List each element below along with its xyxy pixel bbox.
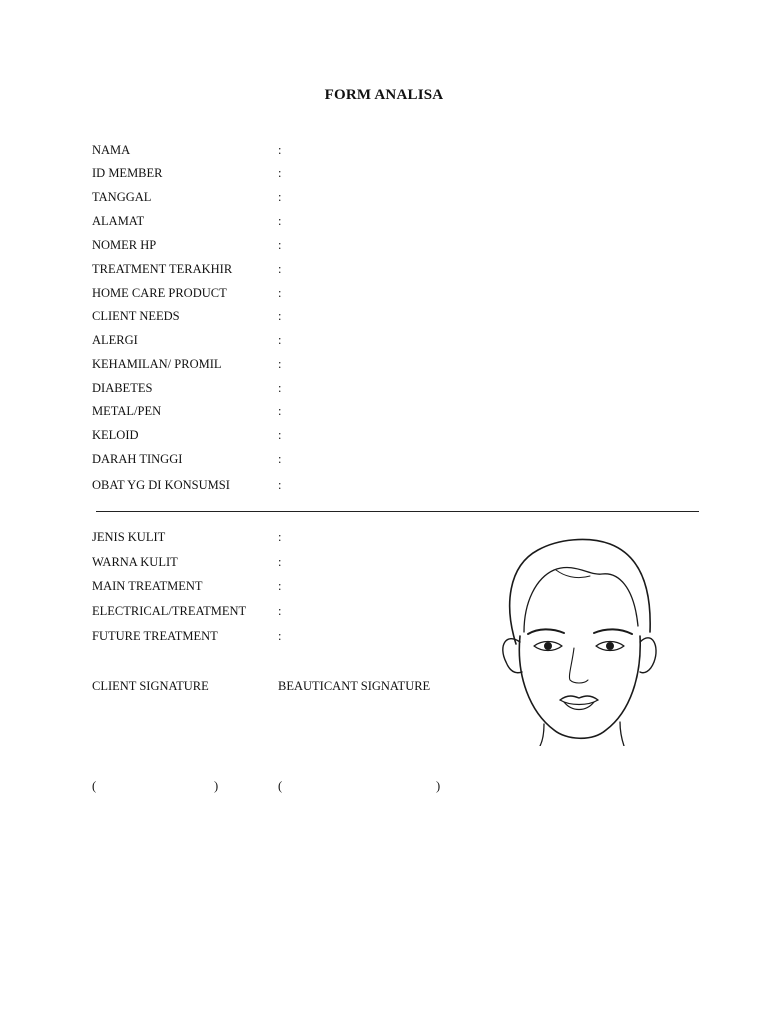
field-label: KEHAMILAN/ PROMIL [92,357,222,371]
field-colon: : [278,478,282,492]
field-colon: : [278,357,282,371]
field-colon: : [278,333,282,347]
field-label: NOMER HP [92,238,157,252]
field-colon: : [278,452,282,466]
field-label: ID MEMBER [92,166,163,180]
field-label: KELOID [92,428,139,442]
field-label: NAMA [92,143,131,157]
field-colon: : [278,214,282,228]
field-colon: : [278,238,282,252]
field-label: DARAH TINGGI [92,452,183,466]
field-label: OBAT YG DI KONSUMSI [92,478,230,492]
field-colon: : [278,579,282,593]
client-signature-close-paren: ) [214,779,219,793]
field-label: JENIS KULIT [92,530,166,544]
field-colon: : [278,262,282,276]
field-colon: : [278,143,282,157]
field-colon: : [278,166,282,180]
field-label: METAL/PEN [92,404,162,418]
field-label: HOME CARE PRODUCT [92,286,227,300]
field-label: FUTURE TREATMENT [92,629,218,643]
field-label: ELECTRICAL/TREATMENT [92,604,247,618]
field-colon: : [278,309,282,323]
field-label: DIABETES [92,381,153,395]
form-title: FORM ANALISA [324,87,444,103]
field-label: WARNA KULIT [92,555,178,569]
field-colon: : [278,530,282,544]
field-label: CLIENT NEEDS [92,309,180,323]
section-divider [96,511,699,512]
field-label: TREATMENT TERAKHIR [92,262,233,276]
beautican-signature-close-paren: ) [436,779,441,793]
field-colon: : [278,381,282,395]
field-colon: : [278,555,282,569]
field-colon: : [278,428,282,442]
beautican-signature-label: BEAUTICANT SIGNATURE [278,679,431,693]
field-label: ALAMAT [92,214,145,228]
field-colon: : [278,629,282,643]
face-diagram-illustration [494,536,664,746]
field-colon: : [278,286,282,300]
client-signature-label: CLIENT SIGNATURE [92,679,209,693]
field-colon: : [278,404,282,418]
field-colon: : [278,604,282,618]
client-signature-open-paren: ( [92,779,97,793]
field-label: ALERGI [92,333,138,347]
field-label: MAIN TREATMENT [92,579,203,593]
beautican-signature-open-paren: ( [278,779,283,793]
field-label: TANGGAL [92,190,152,204]
field-colon: : [278,190,282,204]
